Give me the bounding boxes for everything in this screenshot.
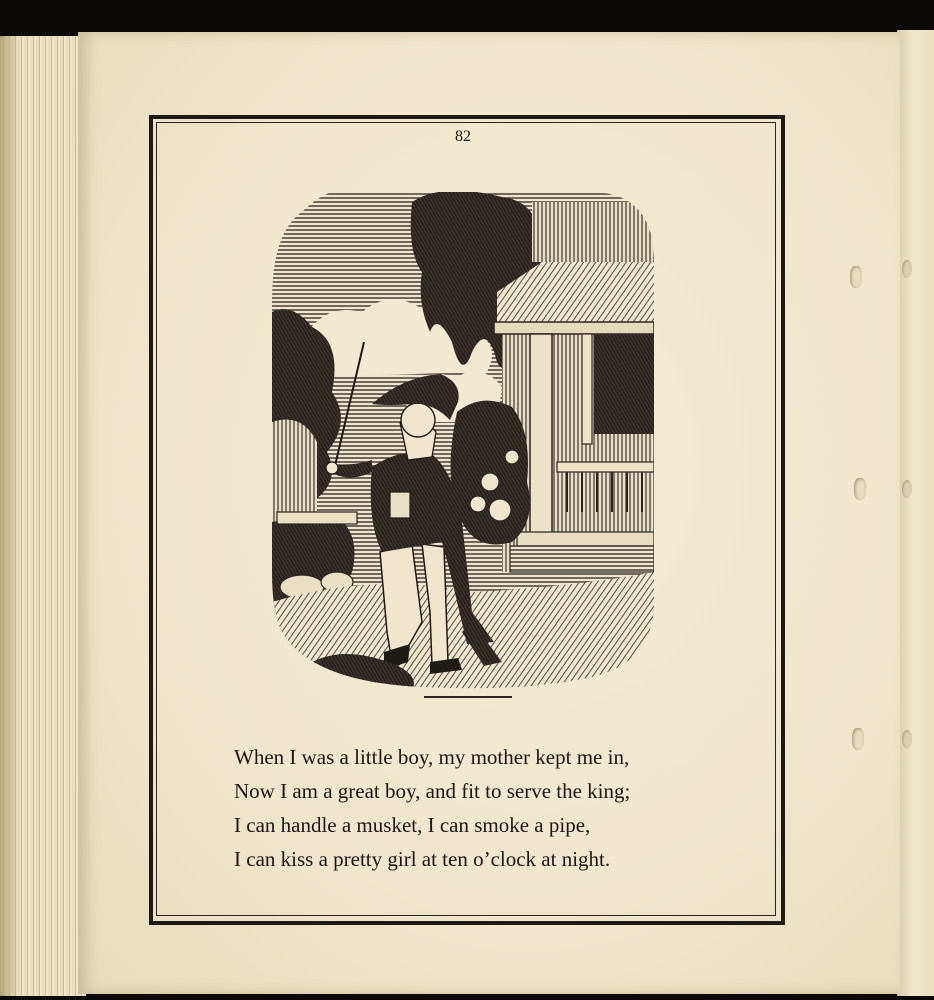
book-page: [78, 32, 900, 994]
page-number: 82: [455, 128, 471, 145]
verse-line-2: Now I am a great boy, and fit to serve the king;: [234, 779, 631, 803]
boy-with-tricorn-hat-engraving-icon: [272, 192, 654, 692]
page-tab-mark: [854, 478, 866, 500]
verse-line-4: I can kiss a pretty girl at ten o’clock at night.: [234, 847, 611, 871]
page-tab-mark: [902, 260, 912, 278]
verse-line-3: I can handle a musket, I can smoke a pipe,: [234, 813, 591, 837]
page-tab-mark: [902, 480, 912, 498]
verse: [234, 740, 734, 876]
fore-edge-shadow: [0, 36, 20, 996]
page-tab-mark: [852, 728, 864, 750]
decorative-rule: [424, 696, 512, 698]
page-tab-mark: [850, 266, 862, 288]
page-tab-mark: [902, 730, 912, 748]
facing-page-edge: [897, 30, 934, 996]
verse-line-1: When I was a little boy, my mother kept me in,: [234, 745, 630, 769]
